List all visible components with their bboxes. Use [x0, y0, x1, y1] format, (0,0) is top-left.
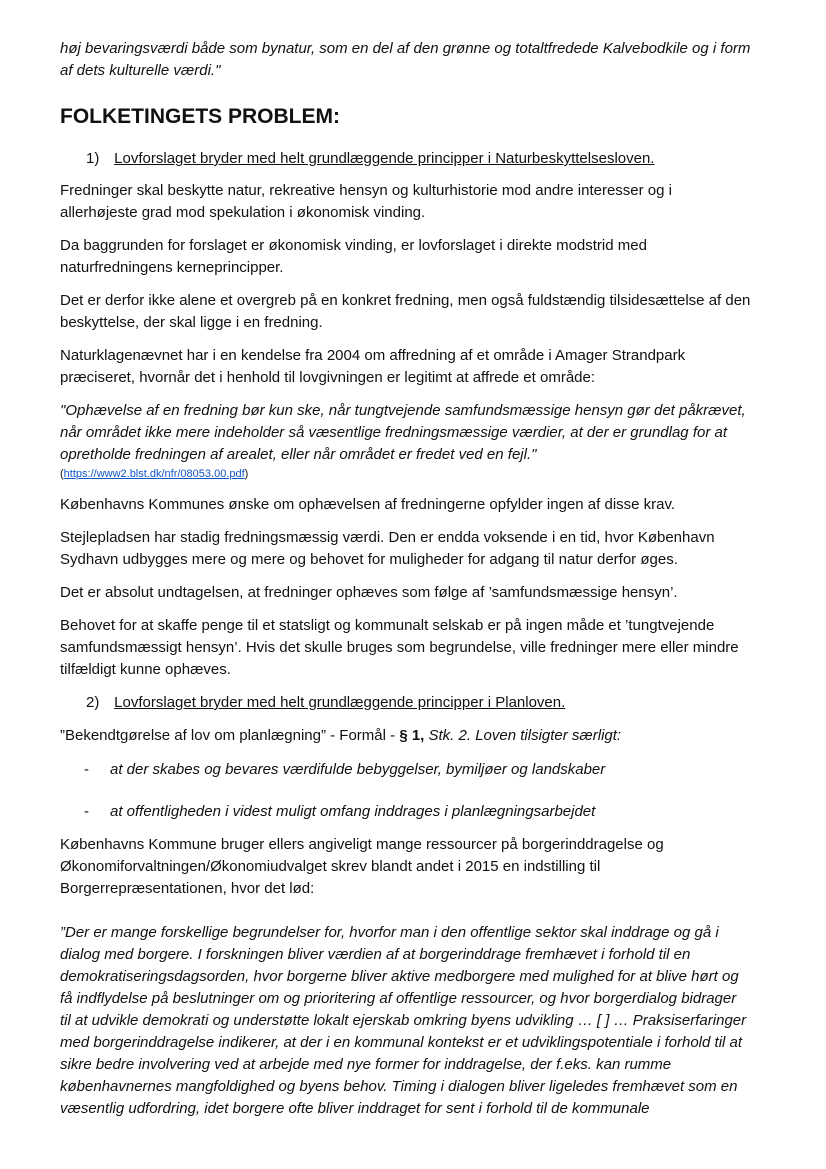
- text-line: samfundsmæssigt hensyn’. Hvis det skulle bruges som begrundelse, ville fredninger mere eller mindre: [60, 639, 739, 656]
- law-reference: [60, 725, 772, 747]
- text-line: til at udvikle demokrati og understøtte lokalt ejerskab omkring byens udvikling … [ ] … Praksiserfaringer: [60, 1012, 747, 1029]
- text-line: naturfredningens kerneprincipper.: [60, 259, 284, 276]
- paragraph: [60, 615, 772, 681]
- text-line: Økonomiforvaltningen/Økonomiudvalget skrev blandt andet i 2015 en indstilling til: [60, 858, 601, 875]
- intro-quote: [60, 38, 772, 82]
- text-line: få indflydelse på beslutninger om og prioritering af offentlige ressourcer, og hvor borgerdialog bidrager: [60, 990, 737, 1007]
- source-reference: [60, 467, 772, 481]
- block-quote: [60, 922, 772, 1120]
- paren: ): [244, 468, 249, 480]
- paren: (: [60, 468, 64, 480]
- law-title: ”Bekendtgørelse af lov om planlægning” - Formål -: [60, 727, 400, 744]
- paragraph: Det er absolut undtagelsen, at fredninger ophæves som følge af ’samfundsmæssige hensyn’.: [60, 584, 678, 601]
- text-line: allerhøjeste grad mod spekulation i økonomisk vinding.: [60, 204, 426, 221]
- list-item: [84, 801, 764, 823]
- text-line: Fredninger skal beskytte natur, rekreative hensyn og kulturhistorie mod andre interesser og i: [60, 182, 672, 199]
- list-item-text: at der skabes og bevares værdifulde bebyggelser, bymiljøer og landskaber: [110, 761, 606, 778]
- point-title: Lovforslaget bryder med helt grundlæggende principper i Planloven.: [114, 694, 566, 711]
- paragraph: [60, 235, 772, 279]
- text-line: Sydhavn udbygges mere og mere og behovet for muligheder for adgang til natur derfor øges.: [60, 551, 678, 568]
- list-item: [84, 759, 764, 781]
- text-line: væsentlig udfordring, idet borgere ofte bliver inddraget for sent i forhold til de kommunale: [60, 1100, 650, 1117]
- text-line: sikre bedre involvering ved at arbejde med nye former for inddragelse, der f.eks. kan rumme: [60, 1056, 672, 1073]
- paragraph: [60, 180, 772, 224]
- source-link[interactable]: https://www2.blst.dk/nfr/08053.00.pdf: [63, 468, 245, 480]
- text-line: Stejlepladsen har stadig fredningsmæssig værdi. Den er endda voksende i en tid, hvor København: [60, 529, 715, 546]
- text-line: Borgerrepræsentationen, hvor det lød:: [60, 880, 315, 897]
- text-line: høj bevaringsværdi både som bynatur, som en del af den grønne og totaltfredede Kalvebodkile og i form: [60, 40, 751, 57]
- list-item-text: at offentligheden i videst muligt omfang inddrages i planlægningsarbejdet: [110, 803, 596, 820]
- law-clause: Stk. 2. Loven tilsigter særligt:: [424, 727, 622, 744]
- paragraph: [60, 834, 772, 900]
- text-line: tilfældigt kunne ophæves.: [60, 661, 231, 678]
- text-line: Københavns Kommune bruger ellers angiveligt mange ressourcer på borgerinddragelse og: [60, 836, 664, 853]
- text-line: når området ikke mere indeholder så væsentlige fredningsmæssige værdier, at der er grundlag for at: [60, 424, 728, 441]
- text-line: opretholde fredningen af arealet, eller når området er fredet ved en fejl.": [60, 446, 537, 463]
- text-line: præciseret, hvornår det i henhold til lovgivningen er legitimt at affrede et område:: [60, 369, 596, 386]
- point-number: 2): [86, 694, 100, 711]
- text-line: Behovet for at skaffe penge til et statsligt og kommunalt selskab er på ingen måde et ’tungtvejende: [60, 617, 715, 634]
- text-line: Da baggrunden for forslaget er økonomisk vinding, er lovforslaget i direkte modstrid med: [60, 237, 647, 254]
- text-line: københavnernes mangfoldighed og byens behov. Timing i dialogen bliver ligeledes fremhævet som en: [60, 1078, 738, 1095]
- section-mark: § 1,: [399, 727, 425, 744]
- text-line: Det er derfor ikke alene et overgreb på en konkret fredning, men også fuldstændig tilsidesættelse af den: [60, 292, 751, 309]
- text-line: med borgerinddragelse indikerer, at der i en kommunal kontekst er et udviklingspotentiale i forhold til at: [60, 1034, 743, 1051]
- dash-bullet: -: [84, 803, 89, 820]
- point-number: 1): [86, 150, 100, 167]
- text-line: beskyttelse, der skal ligge i en fredning.: [60, 314, 323, 331]
- text-line: demokratiseringsdagsorden, hvor borgerne bliver aktive medborgere med mulighed for at blive hørt og: [60, 968, 739, 985]
- numbered-point-1: [86, 148, 776, 170]
- paragraph: Københavns Kommunes ønske om ophævelsen af fredningerne opfylder ingen af disse krav.: [60, 496, 676, 513]
- section-heading: FOLKETINGETS PROBLEM:: [60, 105, 340, 128]
- text-line: dialog med borgere. I forskningen bliver værdien af at borgerinddrage fremhævet i forhold til en: [60, 946, 691, 963]
- dash-bullet: -: [84, 761, 89, 778]
- text-line: af dets kulturelle værdi.": [60, 62, 221, 79]
- paragraph: [60, 527, 772, 571]
- paragraph: [60, 290, 772, 334]
- numbered-point-2: [86, 692, 776, 714]
- text-line: Naturklagenævnet har i en kendelse fra 2004 om affredning af et område i Amager Strandpark: [60, 347, 686, 364]
- block-quote: [60, 400, 772, 466]
- text-line: "Ophævelse af en fredning bør kun ske, når tungtvejende samfundsmæssige hensyn gør det påkrævet,: [60, 402, 746, 419]
- point-title: Lovforslaget bryder med helt grundlæggende principper i Naturbeskyttelsesloven.: [114, 150, 655, 167]
- paragraph: [60, 345, 772, 389]
- text-line: ”Der er mange forskellige begrundelser for, hvorfor man i den offentlige sektor skal inddrage og gå i: [60, 924, 719, 941]
